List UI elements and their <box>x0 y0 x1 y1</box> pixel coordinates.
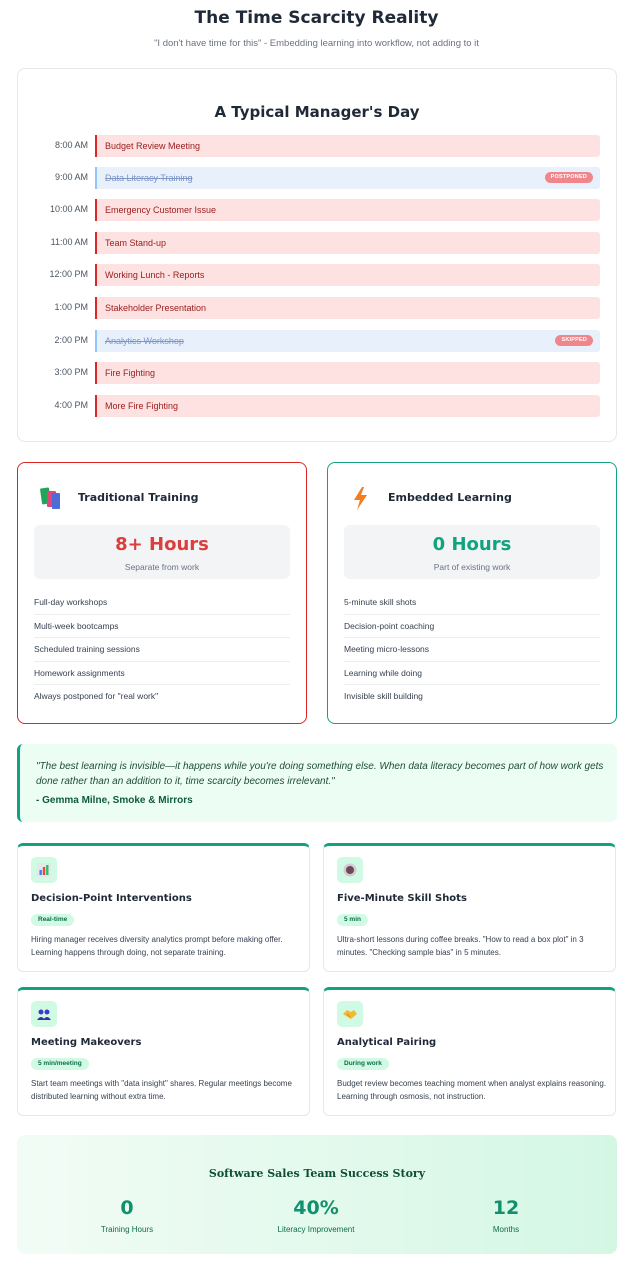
list-item: Learning while doing <box>344 662 600 686</box>
slot-event <box>95 264 600 286</box>
coffee-icon <box>337 857 363 883</box>
slot-label: Stakeholder Presentation <box>105 303 207 313</box>
postponed-badge: POSTPONED <box>545 172 593 183</box>
story-title: Software Sales Team Success Story <box>208 1167 426 1180</box>
slot-label: Analytics Workshop <box>105 336 184 346</box>
list-item: Meeting micro-lessons <box>344 638 600 662</box>
tactic-badge: 5 min/meeting <box>31 1058 89 1070</box>
list-item: Scheduled training sessions <box>34 638 290 662</box>
hours-label: Part of existing work <box>433 562 511 572</box>
slot-event <box>95 232 600 254</box>
embedded-list <box>344 591 600 709</box>
list-item: Invisible skill building <box>344 691 423 701</box>
traditional-title: Traditional Training <box>78 491 199 504</box>
slot-time: 2:00 PM <box>54 335 88 345</box>
page-subtitle: "I don't have time for this" - Embedding learning into workflow, not adding to it <box>154 38 479 49</box>
schedule-slot <box>18 167 616 189</box>
page-title: The Time Scarcity Reality <box>194 8 439 28</box>
list-item: Always postponed for "real work" <box>34 691 159 701</box>
list-item: Full-day workshops <box>34 591 290 615</box>
slot-label: Data Literacy Training <box>105 173 193 183</box>
stat-months <box>406 1197 606 1234</box>
slot-label: Budget Review Meeting <box>105 141 201 151</box>
tactic-card <box>323 987 616 1116</box>
slot-event <box>95 297 600 319</box>
slot-label: Working Lunch - Reports <box>105 270 205 280</box>
stat-value: 40% <box>293 1197 339 1219</box>
list-item: Homework assignments <box>34 662 290 686</box>
slot-time: 8:00 AM <box>54 140 88 150</box>
slot-event <box>95 135 600 157</box>
hours-box <box>344 525 600 579</box>
tactic-desc: Hiring manager receives diversity analytics prompt before making offer. Learning happens through doing, not separate training. <box>31 935 283 957</box>
slot-time: 4:00 PM <box>54 400 88 410</box>
tactic-title: Five-Minute Skill Shots <box>337 893 467 904</box>
tactic-desc: Budget review becomes teaching moment when analyst explains reasoning. Learning through osmosis, not instruction. <box>337 1079 607 1101</box>
schedule-slot <box>18 330 616 352</box>
stat-literacy-improvement <box>216 1197 416 1234</box>
slot-time: 3:00 PM <box>54 367 88 377</box>
slot-event <box>95 199 600 221</box>
slot-label: More Fire Fighting <box>105 401 179 411</box>
tactic-title: Analytical Pairing <box>337 1037 437 1048</box>
tactic-badge: 5 min <box>337 914 368 926</box>
slot-time: 9:00 AM <box>54 172 88 182</box>
slot-event <box>95 362 600 384</box>
schedule-slot <box>18 395 616 417</box>
people-icon <box>31 1001 57 1027</box>
quote-block <box>17 744 617 822</box>
embedded-title: Embedded Learning <box>388 491 512 504</box>
schedule-slot <box>18 232 616 254</box>
tactic-card <box>17 987 310 1116</box>
slot-time: 1:00 PM <box>54 302 88 312</box>
schedule-card <box>17 68 617 442</box>
quote-author: - Gemma Milne, Smoke & Mirrors <box>36 795 193 806</box>
slot-event <box>95 167 600 189</box>
stat-value: 12 <box>492 1197 520 1219</box>
schedule-slot <box>18 362 616 384</box>
tactic-desc: Start team meetings with "data insight" shares. Regular meetings become distributed learning without extra time. <box>31 1079 292 1101</box>
slot-label: Team Stand-up <box>105 238 167 248</box>
hours-label: Separate from work <box>124 562 200 572</box>
schedule-slot <box>18 199 616 221</box>
hours-value: 0 Hours <box>432 534 512 555</box>
hours-box <box>34 525 290 579</box>
skipped-badge: SKIPPED <box>555 335 593 346</box>
tactic-card <box>323 843 616 972</box>
slot-event <box>95 330 600 352</box>
tactic-badge: During work <box>337 1058 389 1070</box>
quote-text: "The best learning is invisible—it happens while you're doing something else. When data literacy becomes part of how work gets done rather than an addition to it, time scarcity becomes irrelevant." <box>36 761 604 787</box>
slot-time: 11:00 AM <box>50 237 88 247</box>
embedded-learning-card <box>327 462 617 724</box>
books-icon <box>38 485 64 511</box>
schedule-slot <box>18 297 616 319</box>
list-item: Decision-point coaching <box>344 615 600 639</box>
stat-label: Training Hours <box>100 1225 154 1234</box>
handshake-icon <box>337 1001 363 1027</box>
tactic-title: Meeting Makeovers <box>31 1037 142 1048</box>
slot-time: 10:00 AM <box>49 204 88 214</box>
slot-label: Emergency Customer Issue <box>105 205 217 215</box>
tactic-badge: Real-time <box>31 914 74 926</box>
schedule-slot <box>18 135 616 157</box>
tactic-desc: Ultra-short lessons during coffee breaks. "How to read a box plot" in 3 minutes. "Checking sample bias" in 5 minutes. <box>337 935 584 957</box>
tactic-card <box>17 843 310 972</box>
slot-label: Fire Fighting <box>105 368 156 378</box>
traditional-training-card <box>17 462 307 724</box>
stat-training-hours <box>27 1197 227 1234</box>
success-story-card <box>17 1135 617 1254</box>
stat-label: Literacy Improvement <box>277 1225 355 1234</box>
slot-event <box>95 395 600 417</box>
traditional-list <box>34 591 290 709</box>
stat-label: Months <box>492 1225 520 1234</box>
list-item: Multi-week bootcamps <box>34 615 290 639</box>
tactic-title: Decision-Point Interventions <box>31 893 192 904</box>
bar-chart-icon <box>31 857 57 883</box>
lightning-icon <box>348 485 374 511</box>
schedule-slot <box>18 264 616 286</box>
stat-value: 0 <box>120 1197 134 1219</box>
slot-time: 12:00 PM <box>49 269 88 279</box>
hours-value: 8+ Hours <box>115 534 209 555</box>
list-item: 5-minute skill shots <box>344 591 600 615</box>
schedule-title: A Typical Manager's Day <box>214 103 420 121</box>
